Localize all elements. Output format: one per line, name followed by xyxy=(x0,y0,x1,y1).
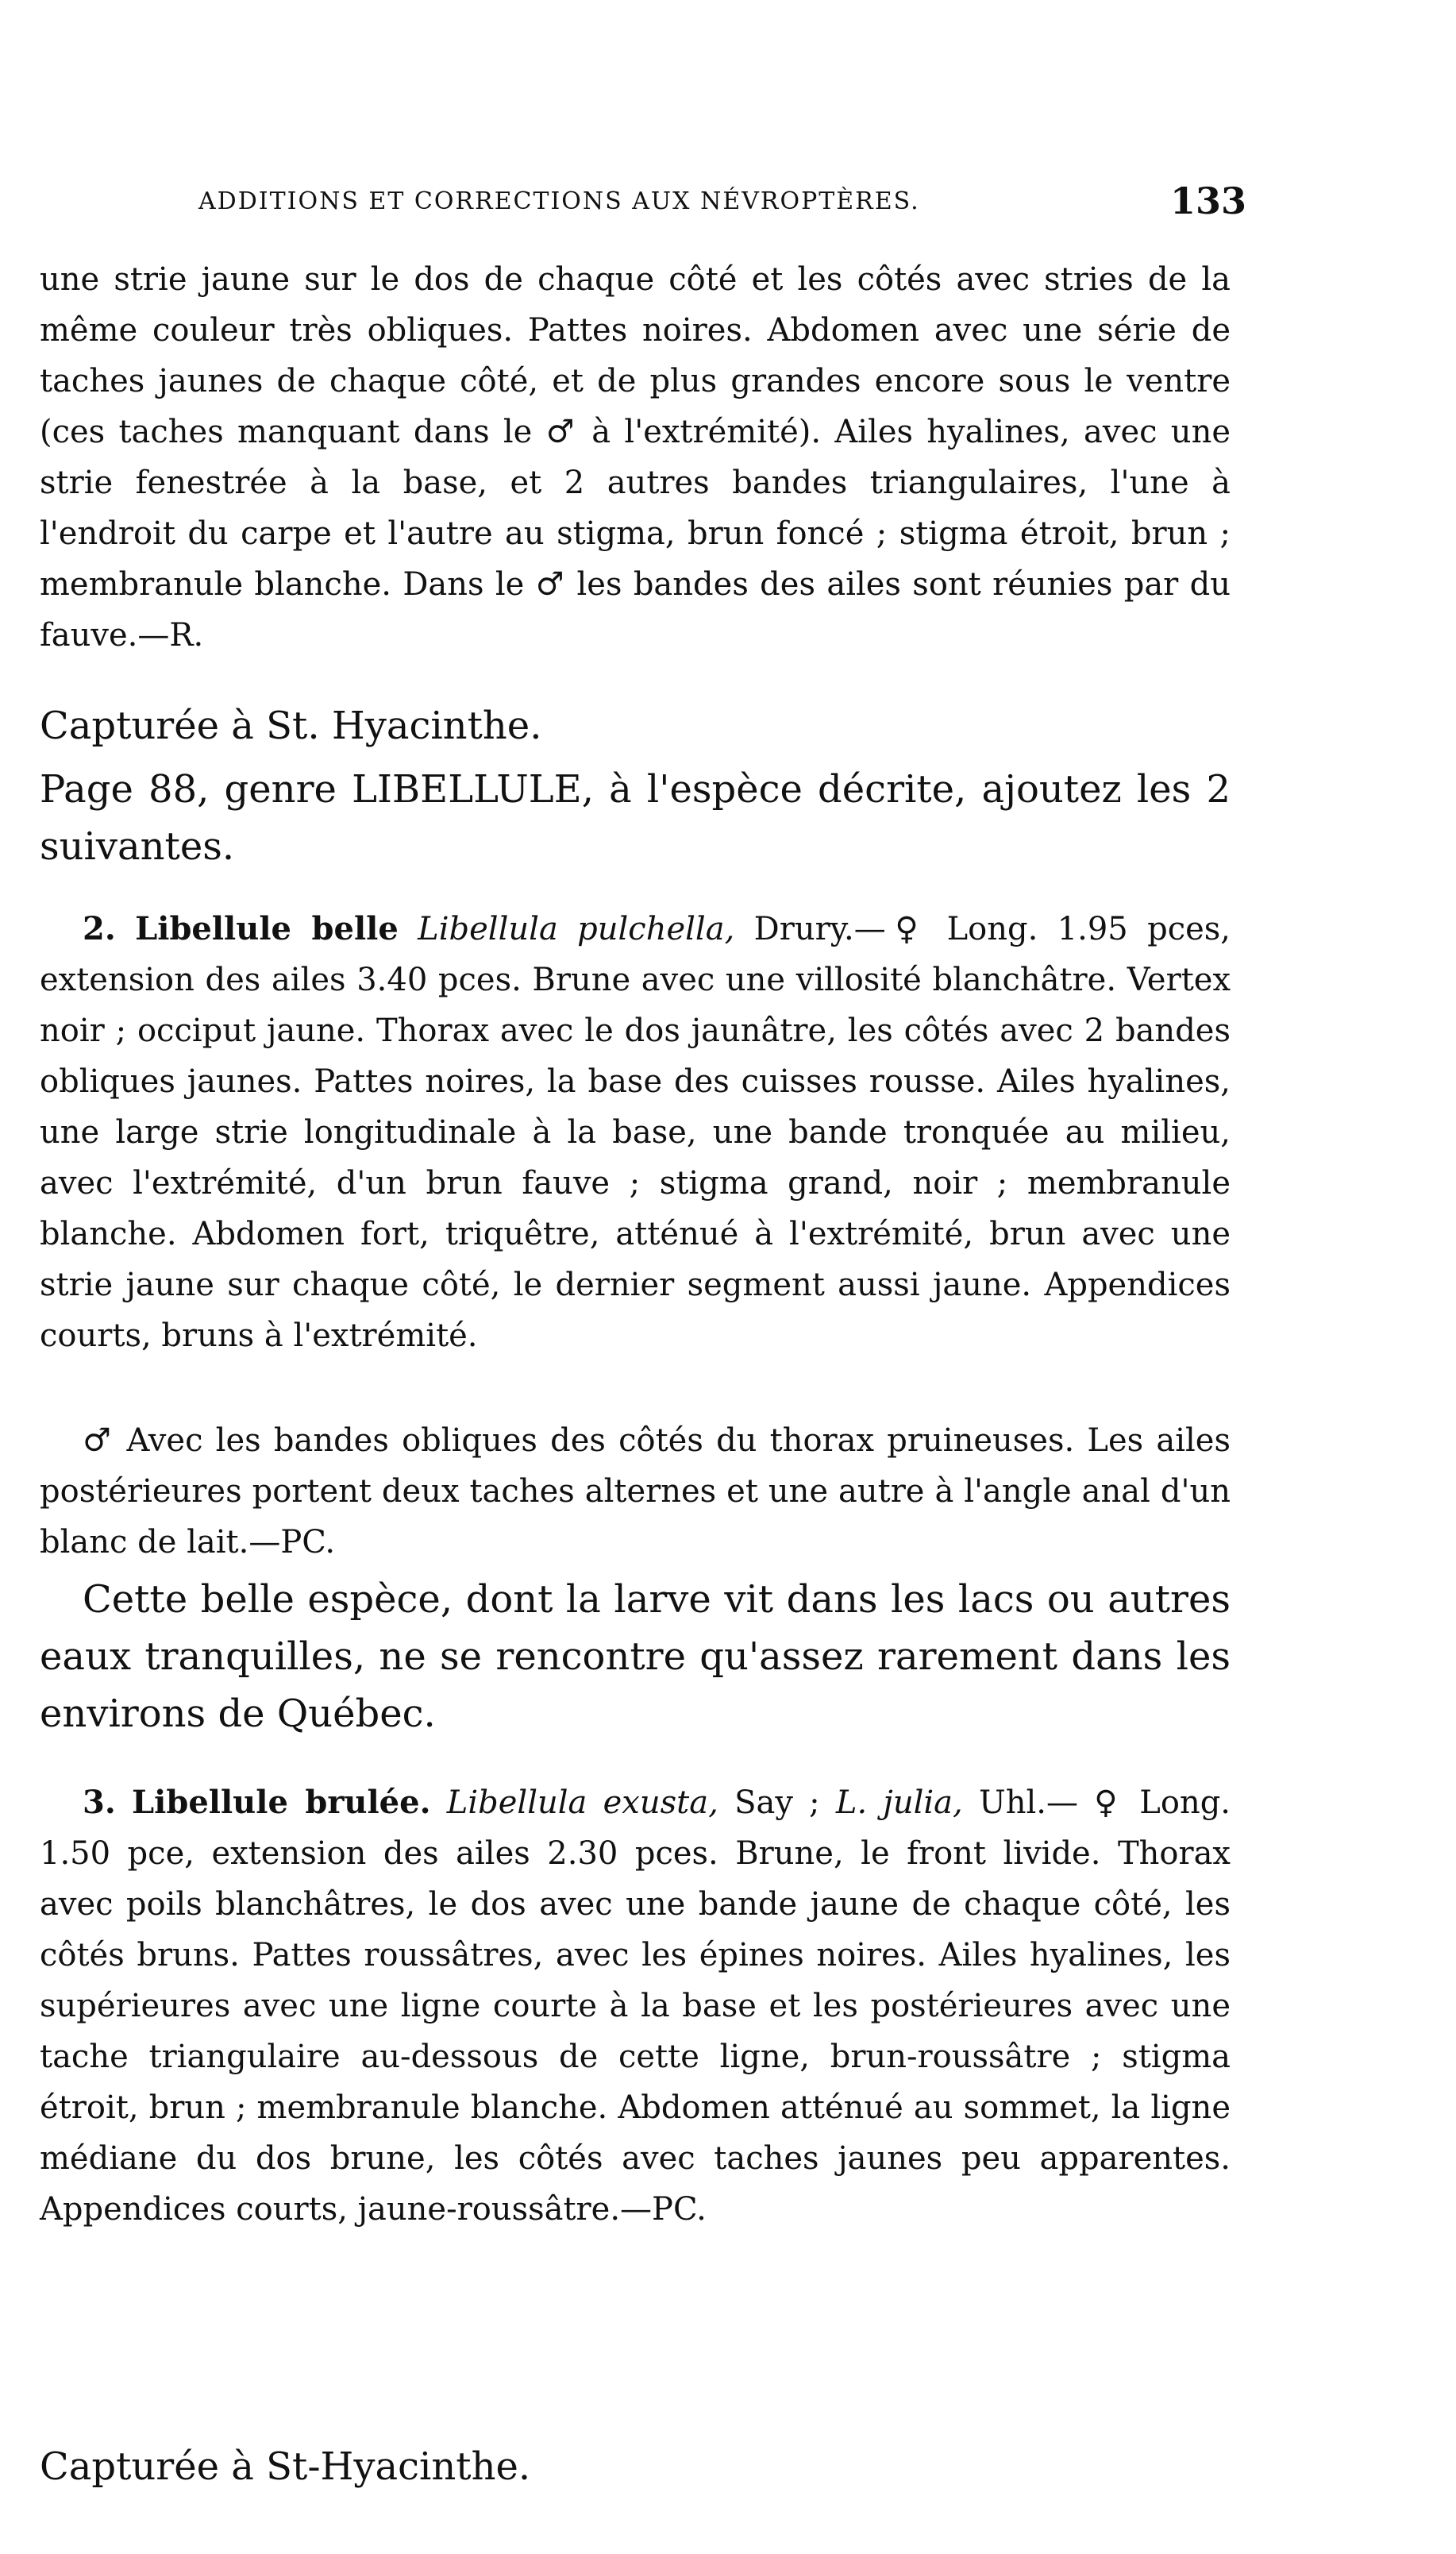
species-text: Long. 1.95 pces, extension des ailes 3.40 pces. Brune avec une villosité blanchâtre. Vertex noir ; occiput jaune. Thorax avec le dos jaunâtre, les côtés avec 2 bandes obliques jaunes. Pattes noires, la base des cuisses rousse. Ailes hyalines, une large strie longitudinale à la base, une bande tronquée au milieu, avec l'extrémité, d'un brun fauve ; stigma grand, noir ; membranule blanche. Abdomen fort, triquêtre, atténué à l'extrémité, brun avec une strie jaune sur chaque côté, le dernier segment aussi jaune. Appendices courts, bruns à l'extrémité. xyxy=(40,911,1231,1354)
species-entry-libellula-exusta xyxy=(40,1777,1231,2235)
species-common-name: Libellule brulée. xyxy=(132,1784,431,1821)
paragraph-male-note xyxy=(40,1415,1231,1568)
species-description xyxy=(40,1777,1231,2235)
paragraph-text: Capturée à St. Hyacinthe. xyxy=(40,704,542,748)
paragraph-capture-location xyxy=(40,697,1231,754)
species-author: Say ; xyxy=(734,1784,820,1821)
paragraph-species-remark xyxy=(40,1571,1231,1742)
species-latin-name: Libellula exusta, xyxy=(446,1784,718,1821)
paragraph-text: Capturée à St-Hyacinthe. xyxy=(40,2444,531,2489)
species-synonym: L. julia, xyxy=(835,1784,963,1821)
species-entry-libellula-pulchella xyxy=(40,904,1231,1361)
species-latin-name: Libellula pulchella, xyxy=(418,911,735,947)
species-description xyxy=(40,904,1231,1361)
species-number: 2. xyxy=(83,910,116,947)
species-synonym-author: Uhl.— xyxy=(979,1784,1078,1821)
species-author: Drury.—♀ xyxy=(753,911,928,947)
paragraph-capture-location-2 xyxy=(40,2438,1231,2495)
paragraph-description-continued xyxy=(40,254,1231,661)
species-text: ♀ Long. 1.50 pce, extension des ailes 2.30 pces. Brune, le front livide. Thorax avec poils blanchâtres, le dos avec une bande jaune de chaque côté, les côtés bruns. Pattes roussâtres, avec les épines noires. Ailes hyalines, les supérieures avec une ligne courte à la base et les postérieures avec une tache triangulaire au-dessous de cette ligne, brun-roussâtre ; stigma étroit, brun ; membranule blanche. Abdomen atténué au sommet, la ligne médiane du dos brune, les côtés avec taches jaunes peu apparentes. Appendices courts, jaune-roussâtre.—PC. xyxy=(40,1784,1231,2228)
paragraph-text: Cette belle espèce, dont la larve vit dans les lacs ou autres eaux tranquilles, ne se rencontre qu'assez rarement dans les environs de Québec. xyxy=(40,1577,1231,1736)
paragraph-text: Page 88, genre LIBELLULE, à l'espèce décrite, ajoutez les 2 suivantes. xyxy=(40,767,1231,869)
paragraph-text: une strie jaune sur le dos de chaque côté et les côtés avec stries de la même couleur très obliques. Pattes noires. Abdomen avec une série de taches jaunes de chaque côté, et de plus grandes encore sous le ventre (ces taches manquant dans le ♂ à l'extrémité). Ailes hyalines, avec une strie fenestrée à la base, et 2 autres bandes triangulaires, l'une à l'endroit du carpe et l'autre au stigma, brun foncé ; stigma étroit, brun ; membranule blanche. Dans le ♂ les bandes des ailes sont réunies par du fauve.—R. xyxy=(40,261,1231,654)
species-common-name: Libellule belle xyxy=(135,910,399,947)
species-number: 3. xyxy=(83,1784,116,1821)
page-number: 133 xyxy=(1169,179,1246,222)
paragraph-page-reference xyxy=(40,761,1231,875)
running-title: ADDITIONS ET CORRECTIONS AUX NÉVROPTÈRES. xyxy=(198,187,920,215)
paragraph-text: ♂ Avec les bandes obliques des côtés du thorax pruineuses. Les ailes postérieures portent deux taches alternes et une autre à l'angle anal d'un blanc de lait.—PC. xyxy=(40,1422,1231,1561)
